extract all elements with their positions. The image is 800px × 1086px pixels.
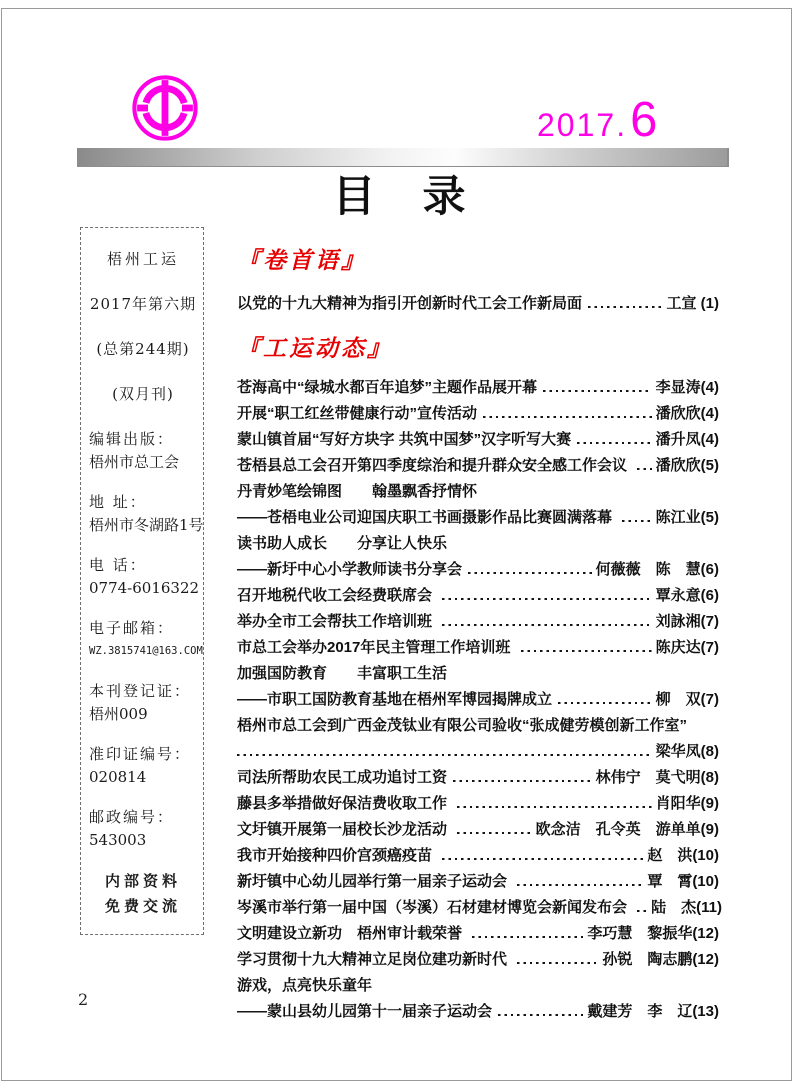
toc-entry-author-page: 覃 霄(10): [647, 873, 719, 890]
toc-entry-line: [237, 531, 719, 557]
toc-entry-line: [237, 427, 719, 453]
toc-entry-line: [237, 973, 719, 999]
toc-entry-title: ——新圩中心小学教师读书分享会: [237, 561, 463, 578]
toc-entry-line: [237, 505, 719, 531]
toc-entry-title: 司法所帮助农民工成功追讨工资: [237, 769, 448, 786]
dotted-leader: [472, 936, 583, 939]
toc-section-heading: 『卷首语』: [237, 247, 367, 274]
dotted-leader: [442, 598, 651, 601]
toc-entry-author-page: 李巧慧 黎振华(12): [587, 925, 719, 942]
toc-entry-title: 召开地税代收工会经费联席会: [237, 587, 437, 604]
toc-entry-title: 我市开始接种四价宫颈癌疫苗: [237, 847, 437, 864]
masthead-block: [89, 428, 197, 474]
toc-entry-author-page: 何薇薇 陈 慧(6): [595, 561, 719, 578]
masthead-block-label: 电子邮箱：: [89, 619, 175, 637]
toc-entry-title: ——市职工国防教育基地在梧州军博园揭牌成立: [237, 691, 553, 708]
issue-line: 2017年第六期: [89, 295, 197, 313]
dotted-leader: [521, 650, 652, 653]
masthead-block-value: 梧州市冬湖路1号: [89, 516, 204, 534]
dotted-leader: [442, 624, 651, 627]
page-number: 2: [78, 990, 89, 1009]
masthead-block-label: 编辑出版：: [89, 430, 175, 448]
toc-entry-line: [237, 739, 719, 765]
toc-entry-title: 举办全市工会帮扶工作培训班: [237, 613, 437, 630]
journal-title: 梧州工运: [106, 250, 179, 268]
toc-entry-line: [237, 713, 719, 739]
masthead-block-label: 邮政编号：: [89, 808, 175, 826]
toc-entry-author-page: 梁华凤(8): [655, 743, 719, 760]
masthead-info-blocks: [89, 428, 204, 869]
toc-entry-title: 蒙山镇首届“写好方块字 共筑中国梦”汉字听写大赛: [237, 431, 572, 448]
toc-entry-line: [237, 869, 719, 895]
masthead-block-label: 本刊登记证：: [89, 682, 192, 700]
masthead-footer-line: 内部资料: [104, 872, 181, 890]
masthead-block: [89, 491, 204, 537]
masthead-block: [89, 743, 197, 789]
dotted-leader: [237, 754, 652, 757]
toc-entry-author-page: 工宣 (1): [666, 295, 719, 312]
masthead-block: [89, 617, 203, 663]
toc-entry-title: 学习贯彻十九大精神立足岗位建功新时代: [237, 951, 512, 968]
toc-entry-author-page: 肖阳华(9): [655, 795, 719, 812]
toc-entry-title: 新圩镇中心幼儿园举行第一届亲子运动会: [237, 873, 512, 890]
masthead-block: [89, 554, 200, 600]
masthead-block-value: 543003: [89, 831, 147, 849]
toc-entry-author-page: 李显涛(4): [655, 379, 719, 396]
toc-entry-title: 文圩镇开展第一届校长沙龙活动: [237, 821, 452, 838]
dotted-leader: [453, 780, 592, 783]
page-title: 目 录: [332, 172, 468, 222]
masthead-block: [89, 680, 197, 726]
toc-entry-line: [237, 401, 719, 427]
toc-entry-title: 以党的十九大精神为指引开创新时代工会工作新局面: [237, 295, 583, 312]
toc-entry-line: [237, 895, 723, 921]
masthead-block-value: WZ.3815741@163.COM: [89, 645, 203, 657]
toc-entry-line: [237, 453, 719, 479]
toc-entry-line: [237, 999, 719, 1025]
toc-section-heading: 『工运动态』: [237, 335, 393, 362]
issue-date: [537, 92, 657, 148]
dotted-leader: [637, 910, 647, 913]
toc-entry-title: 藤县多举措做好保洁费收取工作: [237, 795, 452, 812]
masthead-block: [89, 806, 197, 852]
masthead-block-value: 0774-6016322: [89, 579, 200, 597]
toc-entry-title: ——苍梧电业公司迎国庆职工书画摄影作品比赛圆满落幕: [237, 509, 617, 526]
toc-entry-author-page: 戴建芳 李 辽(13): [587, 1003, 719, 1020]
toc-entry-author-page: 潘欣欣(5): [655, 457, 719, 474]
masthead-block-value: 梧州市总工会: [89, 453, 180, 471]
toc-entry-author-page: 陆 杰(11): [651, 899, 723, 916]
dotted-leader: [517, 962, 598, 965]
masthead-block-label: 地 址：: [89, 493, 147, 511]
dotted-leader: [577, 442, 651, 445]
toc-entry-line: [237, 947, 719, 973]
toc-entry-title: 岑溪市举行第一届中国（岑溪）石材建材博览会新闻发布会: [237, 899, 632, 916]
masthead-block-value: 020814: [89, 768, 147, 786]
dotted-leader: [442, 858, 643, 861]
toc-entry-line: [237, 687, 719, 713]
masthead-block-label: 准印证编号：: [89, 745, 192, 763]
toc-entry-author-page: 陈庆达(7): [655, 639, 719, 656]
toc-entry-title: 加强国防教育 丰富职工生活: [237, 665, 448, 682]
issue-number: 6: [630, 93, 658, 147]
toc-entry-line: [237, 479, 719, 505]
toc-entry-title: 读书助人成长 分享让人快乐: [237, 535, 448, 552]
masthead-footer: [89, 869, 197, 919]
toc-entry-line: [237, 765, 719, 791]
toc-entry-line: [237, 661, 719, 687]
dotted-leader: [483, 416, 652, 419]
toc-entry-title: 丹青妙笔绘锦图 翰墨飘香抒情怀: [237, 483, 478, 500]
dotted-leader: [558, 702, 652, 705]
dotted-leader: [543, 390, 652, 393]
dotted-leader: [517, 884, 643, 887]
dotted-leader: [468, 572, 592, 575]
toc-sections: [237, 243, 723, 1025]
masthead-block-label: 电 话：: [89, 556, 147, 574]
toc-entry-title: 梧州市总工会到广西金茂钛业有限公司验收“张成健劳模创新工作室”: [237, 717, 688, 734]
volume-line: (总第244期): [96, 340, 190, 358]
toc-entry-line: [237, 817, 719, 843]
toc-entry-author-page: 孙锐 陶志鹏(12): [602, 951, 719, 968]
toc-section: [237, 243, 719, 317]
toc-entry-author-page: 刘詠湘(7): [655, 613, 719, 630]
masthead-footer-line: 免费交流: [104, 897, 181, 915]
toc-section: [237, 331, 723, 1025]
trade-union-logo-icon: [131, 74, 199, 142]
issue-year: 2017.: [537, 107, 628, 143]
toc-entry-title: 市总工会举办2017年民主管理工作培训班: [237, 639, 515, 656]
toc-entry-author-page: 覃永意(6): [655, 587, 719, 604]
toc-entry-title: 苍海高中“绿城水都百年追梦”主题作品展开幕: [237, 379, 538, 396]
toc-entry-author-page: 欧念洁 孔令英 游单单(9): [535, 821, 719, 838]
dotted-leader: [637, 468, 651, 471]
toc-entry-author-page: 陈江业(5): [655, 509, 719, 526]
toc-entry-title: 开展“职工红丝带健康行动”宣传活动: [237, 405, 478, 422]
toc-entry-line: [237, 635, 719, 661]
toc-entry-line: [237, 791, 719, 817]
dotted-leader: [498, 1014, 583, 1017]
frequency-line: (双月刊): [112, 385, 174, 403]
toc-entry-title: 文明建设立新功 梧州审计载荣誉: [237, 925, 467, 942]
gradient-divider-bar: [77, 148, 729, 167]
toc-entry-author-page: 潘升凤(4): [655, 431, 719, 448]
toc-entry-author-page: 赵 洪(10): [647, 847, 719, 864]
toc-entry-author-page: 潘欣欣(4): [655, 405, 719, 422]
masthead-block-value: 梧州009: [89, 705, 148, 723]
toc-entry-author-page: 林伟宁 莫弋明(8): [595, 769, 719, 786]
masthead-sidebar: [80, 227, 204, 935]
dotted-leader: [457, 806, 651, 809]
toc-entry-line: [237, 557, 719, 583]
toc-entry-line: [237, 921, 719, 947]
toc-entry-line: [237, 843, 719, 869]
toc-entry-line: [237, 609, 719, 635]
dotted-leader: [622, 520, 651, 523]
toc-entry-line: [237, 375, 719, 401]
toc-entry-line: [237, 291, 719, 317]
toc-entry-title: 苍梧县总工会召开第四季度综治和提升群众安全感工作会议: [237, 457, 632, 474]
dotted-leader: [588, 306, 662, 309]
toc-entry-author-page: 柳 双(7): [655, 691, 719, 708]
toc-entry-line: [237, 583, 719, 609]
dotted-leader: [457, 832, 531, 835]
toc-entry-title: 游戏，点亮快乐童年: [237, 977, 373, 994]
toc-entry-title: ——蒙山县幼儿园第十一届亲子运动会: [237, 1003, 493, 1020]
